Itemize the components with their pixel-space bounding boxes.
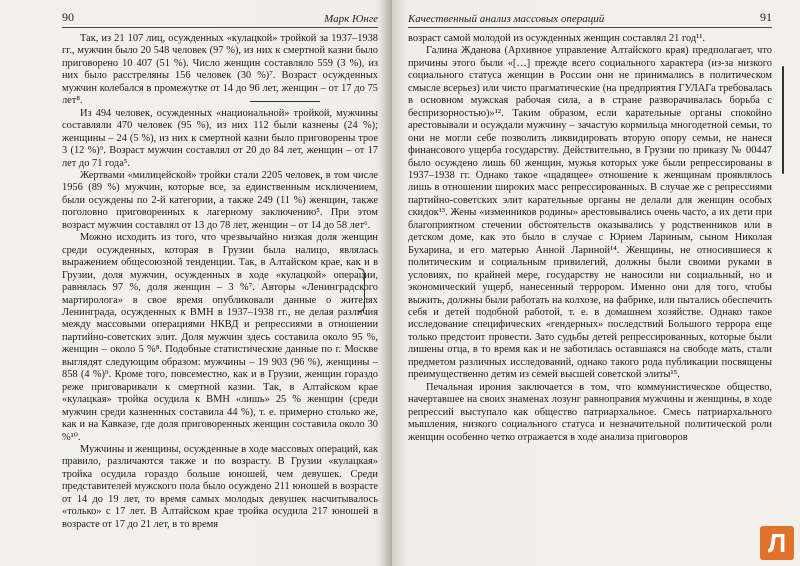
paragraph: Можно исходить из того, что чрезвычайно низкая доля женщин среди осужденных, которая в Грузии была налицо, являлась выражением общесоюзной тенденции. Так, в Алтайском крае, как и в Грузии, доля мужчин, осужденных в ходе «кулацкой» операции, равнялась 97 %, доля женщин – 3 %⁷. Авторы «Ленинградского мартиролога» в свое время опубликовали данные о жителях Ленинграда, осужденных к ВМН в 1937–1938 гг., не делая различия между массовыми операциями НКВД и репрессиями в отношении партийно-советских элит. Доля мужчин здесь составила около 95 %, женщин – около 5 %⁸. Подобные статистические данные по г. Москве выглядят следующим образом: мужчины – 19 903 (96 %), женщины – 858 (4 %)⁹. Кроме того, повсеместно, как и в Грузии, женщин гораздо реже приговаривали к смертной казни. Так, в Алтайском крае «кулацкая» тройка осудила к ВМН «лишь» 25 % женщин (среди мужчин среди казненных составила 44 %), т. е. примерно столько же, как и на Кавказе, где доля приговоренных женщин составила около 30 %¹⁰. <box>62 232 378 443</box>
right-running-head: Качественный анализ массовых операций <box>408 13 605 25</box>
left-page-number: 90 <box>62 10 74 24</box>
right-page-header <box>408 10 772 28</box>
left-running-head: Марк Юнге <box>324 13 378 25</box>
left-page-header <box>62 10 378 28</box>
publisher-logo-icon: Л <box>760 526 794 560</box>
left-page <box>0 0 392 566</box>
paragraph: возраст самой молодой из осужденных женщин составлял 21 год¹¹. <box>408 33 705 44</box>
paragraph: Мужчины и женщины, осужденные в ходе массовых операций, как правило, различаются также и по возрасту. В Грузии «кулацкая» тройка осудила гораздо больше юношей, чем девушек. Среди представителей мужского пола было осуждено 211 юношей в возрасте от 14 до 19 лет, то время самых молодых девушек насчитывалось «только» с 17 лет. В Алтайском крае тройка осудила 217 юношей в возрасте от 17 до 21 лет, в то время <box>62 443 378 530</box>
right-page <box>392 0 800 566</box>
paragraph: Так, из 21 107 лиц, осужденных «кулацкой» тройкой за 1937–1938 гг., мужчин было 20 548 человек (97 %), из них к смертной казни было приговорено 10 407 (51 %). Число женщин составляло 559 (3 %), из них было расстреляны 156 человек (30 %)⁷. Возраст осужденных мужчин колебался в промежутке от 14 до 96 лет, женщин – от 17 до 75 лет⁸. <box>62 33 378 107</box>
right-page-body <box>408 33 772 444</box>
paragraph: Из 494 человек, осужденных «национальной» тройкой, мужчины составляли 470 человек (95 %), из них 112 были казнены (24 %); женщины – 24 (5 %), из них к смертной казни было приговорены трое 3 (12 %)⁹. Возраст мужчин составлял от 20 до 84 лет, женщин – от 17 лет до 71 года⁵. <box>62 107 378 169</box>
pen-bracket-mark <box>358 268 365 312</box>
pen-underline-mark <box>250 101 320 102</box>
paragraph: Галина Жданова (Архивное управление Алтайского края) предполагает, что причины этого были «[…] прежде всего социального характера (из-за низкого социального статуса женщин в России они не принимались в политическом смысле всерьез) или чисто прагматические (на предприятия ГУЛАГа требовалась в основном мужская рабочая сила, а в стране разворачивалась борьба с беспризорностью)»¹². Таким образом, если карательные органы спокойно арестовывали и осуждали мужчину – зачастую кормильца многодетной семьи, то они не могли себе позволить ликвидировать вторую опору семьи, не нанеся финансового ущерба государству. Действительно, в Грузии по приказу № 00447 было осуждено лишь 60 женщин, мужья которых уже были репрессированы в 1937–1938 гг. Однако такое «щадящее» отношение к женщинам проявлялось лишь в отношении широких масс репрессированных. В случае же с репрессиями партийно-советских элит карательные органы не делали для женщин особых скидок¹³. Жены «изменников родины» арестовывались очень часто, а их дети при благоприятном стечении обстоятельств оказывались у родственников или в детском доме, как это было в случае с Юрием Лариным, сыном Николая Бухарина, и его матерью Анной Лариной¹⁴. Женщины, не относившиеся к политическим и социальным привилегий, должны были своими руками в условиях, по крайней мере, государству не наносили ни социальный, но и экономический ущерб, нанесенный террором. Именно они для того, чтобы выжить, должны были работать на колхозе, на фабрике, или пытались обеспечить себя и детей подобной работой, т. е. в домашнем хозяйстве. Однако такое исследование специфических «гендерных» последствий Большого террора еще только предстоит провести. Зато судьбы детей репрессированных, которые были лишены отца, в то время как и не заботилась оставшаяся на свободе мать, стали предметом различных исследований, однако такого рода публикации посвящены преимущественно детям из семей высшей советской элиты¹⁵. <box>408 45 772 381</box>
left-page-body <box>62 33 378 531</box>
paragraph: Жертвами «милицейской» тройки стали 2205 человек, в том числе 1956 (89 %) мужчин, которые все, за единственным исключением, были осуждены по 2-й категории, а также 249 (11 %) женщин, также поголовно приговоренных к лагерному заключению⁵. При этом возраст мужчин составлял от 13 до 78 лет, женщин – от 14 до 58 лет⁶. <box>62 169 378 231</box>
pen-margin-line <box>782 66 784 174</box>
right-page-number: 91 <box>760 10 772 24</box>
paragraph: Печальная ирония заключается в том, что коммунистическое общество, начертавшее на своих знаменах лозунг равноправия мужчины и женщины, в ходе репрессий выступало как общество патриархальное. Смесь патриархального мышления, низкого социального статуса и незначительной политической роли женщин особенно четко отражается в ходе анализа приговоров <box>408 381 772 443</box>
